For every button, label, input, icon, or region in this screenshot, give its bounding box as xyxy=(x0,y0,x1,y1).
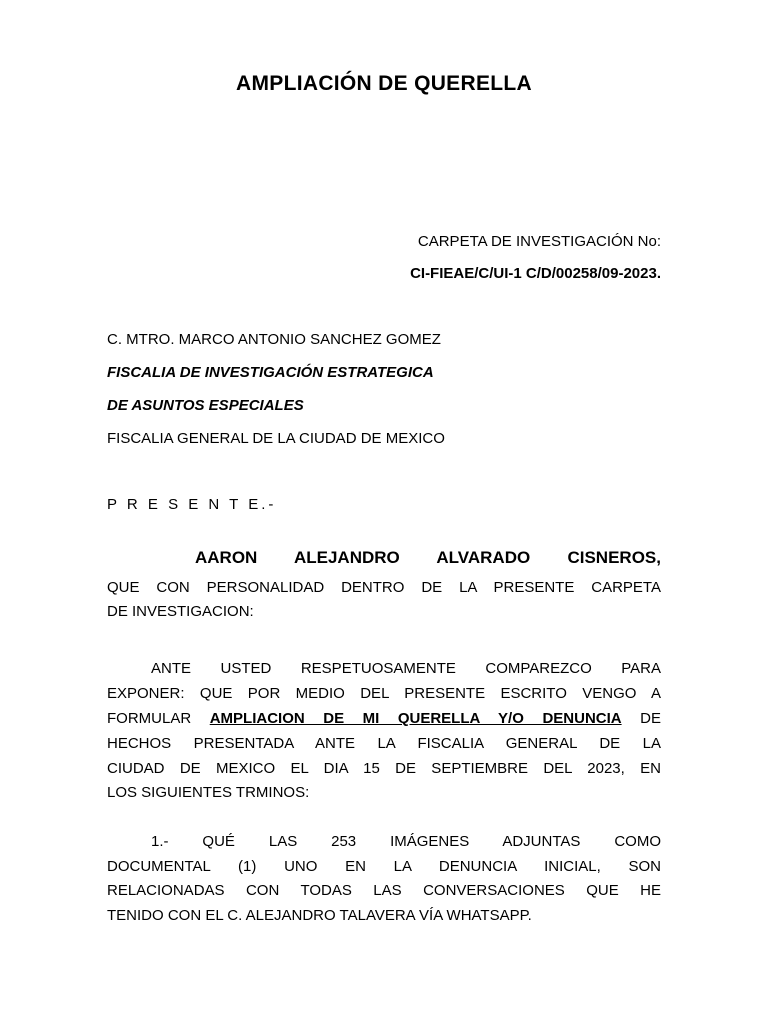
addressee-institution: FISCALIA GENERAL DE LA CIUDAD DE MEXICO xyxy=(107,430,445,447)
paragraph-line: 1.- QUÉ LAS 253 IMÁGENES ADJUNTAS COMO xyxy=(151,833,661,850)
carpeta-label: CARPETA DE INVESTIGACIÓN No: xyxy=(417,233,661,250)
document-title: AMPLIACIÓN DE QUERELLA xyxy=(236,72,532,95)
paragraph-line: EXPONER: QUE POR MEDIO DEL PRESENTE ESCRITO VENGO A xyxy=(107,685,661,702)
carpeta-number: CI-FIEAE/C/UI-1 C/D/00258/09-2023. xyxy=(410,265,661,282)
emphasized-text: AMPLIACION DE MI QUERELLA Y/O DENUNCIA xyxy=(209,710,622,727)
paragraph-line: HECHOS PRESENTADA ANTE LA FISCALIA GENERAL DE LA xyxy=(107,735,661,752)
intro-line: DE INVESTIGACION: xyxy=(107,603,254,620)
addressee-office-line2: DE ASUNTOS ESPECIALES xyxy=(107,397,304,414)
addressee-name: C. MTRO. MARCO ANTONIO SANCHEZ GOMEZ xyxy=(107,331,441,348)
paragraph-line: ANTE USTED RESPETUOSAMENTE COMPAREZCO PARA xyxy=(151,660,661,677)
complainant-name: AARON ALEJANDRO ALVARADO CISNEROS, xyxy=(195,548,661,567)
addressee-office-line1: FISCALIA DE INVESTIGACIÓN ESTRATEGICA xyxy=(107,364,434,381)
presente-salutation: P R E S E N T E.- xyxy=(107,496,277,513)
paragraph-text: DE xyxy=(640,710,661,727)
paragraph-line: LOS SIGUIENTES TRMINOS: xyxy=(107,784,310,801)
paragraph-text: FORMULAR xyxy=(107,710,192,727)
paragraph-line: RELACIONADAS CON TODAS LAS CONVERSACIONES QUE HE xyxy=(107,882,661,899)
paragraph-line-emphasis xyxy=(107,710,661,727)
paragraph-line: DOCUMENTAL (1) UNO EN LA DENUNCIA INICIAL, SON xyxy=(107,858,661,875)
paragraph-line: CIUDAD DE MEXICO EL DIA 15 DE SEPTIEMBRE DEL 2023, EN xyxy=(107,760,661,777)
intro-line: QUE CON PERSONALIDAD DENTRO DE LA PRESENTE CARPETA xyxy=(107,579,661,596)
paragraph-line: TENIDO CON EL C. ALEJANDRO TALAVERA VÍA WHATSAPP. xyxy=(107,907,532,924)
